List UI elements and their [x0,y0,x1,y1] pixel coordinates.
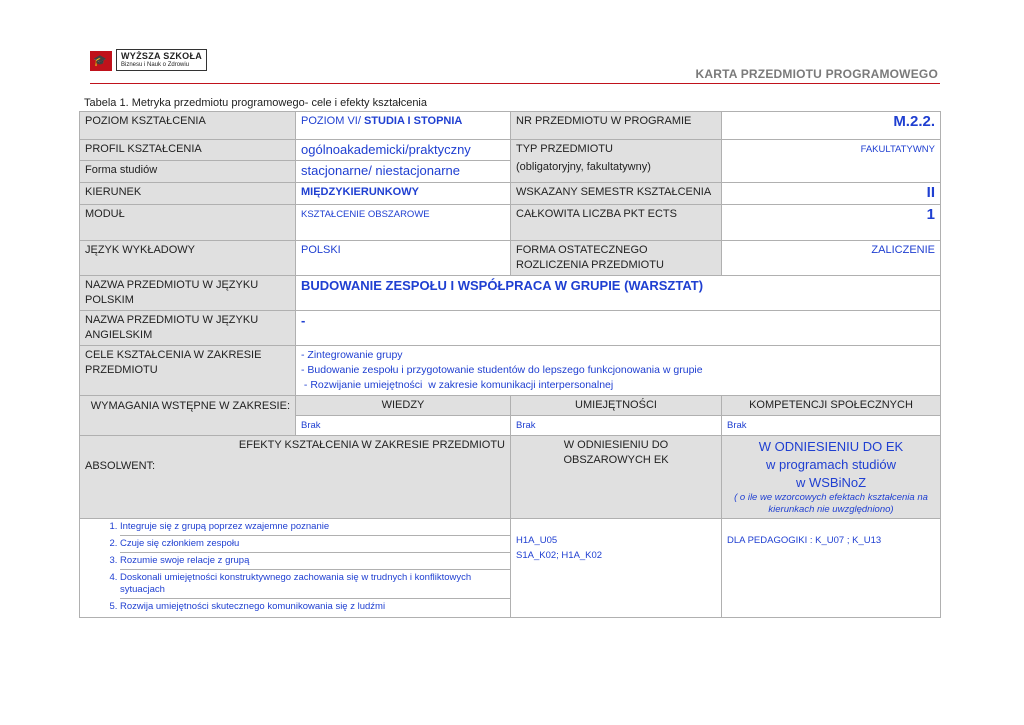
poziom-label: POZIOM KSZTAŁCENIA [80,112,296,140]
typ-value: FAKULTATYWNY [722,140,941,183]
logo-text [116,49,207,71]
document-title: KARTA PRZEDMIOTU PROGRAMOWEGO [695,67,938,81]
wymagania-umiejetnosci: UMIEJĘTNOŚCI [511,396,722,416]
jezyk-label: JĘZYK WYKŁADOWY [80,241,296,276]
efekt-item: 5. Rozwija umiejętności skutecznego komunikowania się z ludźmi [120,599,510,615]
table-caption: Tabela 1. Metryka przedmiotu programowego- cele i efekty kształcenia [84,97,427,109]
nazwa-pl-value: BUDOWANIE ZESPOŁU I WSPÓŁPRACA W GRUPIE (WARSZTAT) [296,276,941,311]
program-header [722,436,941,519]
cele-item: - Budowanie zespołu i przygotowanie studentów do lepszego funkcjonowania w grupie [301,364,703,376]
efekty-list [80,519,510,615]
efekt-item: 1. Integruje się z grupą poprzez wzajemne poznanie [120,519,510,536]
forma-label: Forma studiów [80,161,296,183]
ects-label: CAŁKOWITA LICZBA PKT ECTS [511,205,722,241]
efekt-item: 3. Rozumie swoje relacje z grupą [120,553,510,570]
efekt-item: 2. Czuje się członkiem zespołu [120,536,510,553]
logo-title: WYŻSZA SZKOŁA [121,51,203,61]
wymagania-wiedzy: WIEDZY [296,396,511,416]
course-metadata-table [79,111,941,618]
profil-value: ogólnoakademicki/praktyczny [296,140,511,161]
cele-label: CELE KSZTAŁCENIA W ZAKRESIE PRZEDMIOTU [80,346,296,396]
forma-value: stacjonarne/ niestacjonarne [296,161,511,183]
cele-list [296,346,941,396]
absolwent-label: ABSOLWENT: [85,460,156,472]
efekty-header [80,436,511,519]
rozliczenie-value: ZALICZENIE [722,241,941,276]
poziom-value [296,112,511,140]
program-header-1: W ODNIESIENIU DO EK [758,439,904,454]
kierunek-label: KIERUNEK [80,183,296,205]
graduation-cap-icon: 🎓 [90,47,114,73]
nazwa-pl-label: NAZWA PRZEDMIOTU W JĘZYKU POLSKIM [80,276,296,311]
cele-item: - Rozwijanie umiejętności w zakresie komunikacji interpersonalnej [301,379,614,391]
cele-item: - Zintegrowanie grupy [301,349,403,361]
jezyk-value: POLSKI [296,241,511,276]
wiedzy-value: Brak [296,416,511,436]
nr-value: M.2.2. [722,112,941,140]
program-header-note: ( o ile we wzorcowych efektach kształcenia na kierunkach nie uwzględniono) [734,492,928,515]
program-header-2: w programach studiów [765,457,897,472]
typ-cell [511,140,722,183]
efekt-item: 4. Doskonali umiejętności konstruktywnego zachowania się w trudnych i konfliktowych sytuacjach [120,570,510,599]
program-header-3: w WSBiNoZ [795,475,867,490]
program-value: DLA PEDAGOGIKI : K_U07 ; K_U13 [722,519,941,618]
modul-label: MODUŁ [80,205,296,241]
rozliczenie-label: FORMA OSTATECZNEGO ROZLICZENIA PRZEDMIOTU [511,241,722,276]
nazwa-en-value: - [296,311,941,346]
typ-sub: (obligatoryjny, fakultatywny) [516,161,651,173]
obszar-2: S1A_K02; H1A_K02 [516,550,603,561]
poziom-value-b: STUDIA I STOPNIA [363,115,463,127]
efekty-title: EFEKTY KSZTAŁCENIA W ZAKRESIE PRZEDMIOTU [238,439,505,451]
kierunek-value: MIĘDZYKIERUNKOWY [296,183,511,205]
obszar-1: H1A_U05 [516,535,558,546]
semestr-label: WSKAZANY SEMESTR KSZTAŁCENIA [511,183,722,205]
school-logo [90,47,207,73]
semestr-value: II [722,183,941,205]
nr-label: NR PRZEDMIOTU W PROGRAMIE [511,112,722,140]
header-divider [90,83,940,84]
obszar-values [511,519,722,618]
efekty-list-cell [80,519,511,618]
wymagania-kompetencji: KOMPETENCJI SPOŁECZNYCH [722,396,941,416]
umiejetnosci-value: Brak [511,416,722,436]
typ-label: TYP PRZEDMIOTU [516,143,613,155]
nazwa-en-label: NAZWA PRZEDMIOTU W JĘZYKU ANGIELSKIM [80,311,296,346]
obszar-header: W ODNIESIENIU DO OBSZAROWYCH EK [511,436,722,519]
ects-value: 1 [722,205,941,241]
modul-value: KSZTAŁCENIE OBSZAROWE [296,205,511,241]
logo-subtitle: Biznesu i Nauk o Zdrowiu [121,62,190,68]
poziom-value-a: POZIOM VI/ [301,115,364,127]
kompetencji-value: Brak [722,416,941,436]
profil-label: PROFIL KSZTAŁCENIA [80,140,296,161]
wymagania-label: WYMAGANIA WSTĘPNE W ZAKRESIE: [80,396,296,436]
